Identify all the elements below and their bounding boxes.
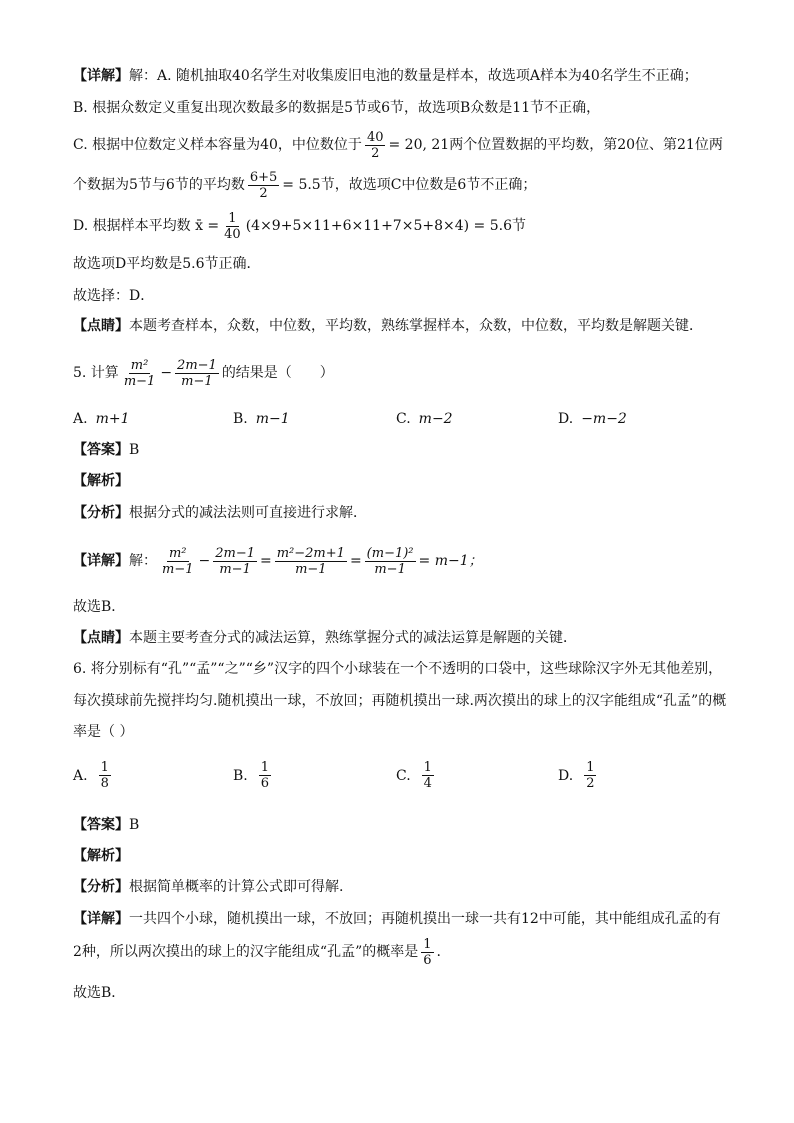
text: 故选项D平均数是5.6节正确． xyxy=(73,256,261,272)
option-label: B. xyxy=(233,767,248,784)
text: 一共四个小球，随机摸出一球，不放回；再随机摸出一球一共有12中可能，其中能组成孔孟的有 xyxy=(129,911,721,927)
answer-value: B xyxy=(129,442,140,458)
fraction xyxy=(421,937,433,968)
text: 的结果是（ ） xyxy=(221,365,334,381)
numerator: 2m−1 xyxy=(177,357,217,373)
text: B. 根据众数定义重复出现次数最多的数据是5节或6节，故选项B众数是11节不正确， xyxy=(73,100,601,116)
q6-answer xyxy=(73,815,139,835)
numerator: 1 xyxy=(423,760,432,775)
option-text: −m−2 xyxy=(581,411,627,427)
numerator: 2m−1 xyxy=(215,545,255,561)
fraction xyxy=(175,358,219,389)
denominator: m−1 xyxy=(219,561,251,577)
operator: − xyxy=(198,553,211,569)
text: 个数据为5节与6节的平均数 xyxy=(73,177,245,193)
denominator: 6 xyxy=(423,952,432,968)
fraction xyxy=(213,546,257,577)
text: D. 根据样本平均数 x̄ = xyxy=(73,218,220,234)
text: . xyxy=(436,944,441,960)
detail-tag: 【详解】 xyxy=(73,68,129,84)
dianjing-tag: 【点睛】 xyxy=(73,318,129,334)
fraction xyxy=(222,211,243,242)
option-label: C. xyxy=(396,767,411,784)
q6-option-b xyxy=(233,760,274,791)
q5-option-b xyxy=(233,409,290,429)
option-text: m−2 xyxy=(418,411,453,427)
q5-option-a xyxy=(73,409,129,429)
numerator: 1 xyxy=(228,210,237,226)
fraction xyxy=(365,546,416,577)
text: 故选择：D． xyxy=(73,288,155,304)
answer-tag: 【答案】 xyxy=(73,817,129,833)
q5-fenxi xyxy=(73,503,367,523)
fraction xyxy=(122,358,158,389)
q5-choose xyxy=(73,597,125,617)
denominator: m−1 xyxy=(181,373,213,389)
fraction xyxy=(365,130,386,161)
denominator: 2 xyxy=(371,145,380,161)
text: 5. 计算 xyxy=(73,365,119,381)
q6-analysis-heading xyxy=(73,846,129,866)
text: = 20, 21两个位置数据的平均数，第20位、第21位两 xyxy=(388,137,723,153)
q5-detail xyxy=(73,541,483,581)
numerator: 40 xyxy=(366,129,384,145)
option-label: D. xyxy=(558,411,574,427)
fraction xyxy=(259,760,271,791)
text: 2种，所以两次摸出的球上的汉字能组成“孔孟”的概率是 xyxy=(73,944,419,960)
text: 故选B． xyxy=(73,599,126,615)
q4-detail-line-5 xyxy=(73,208,526,244)
q6-fenxi xyxy=(73,877,343,897)
answer-tag: 【答案】 xyxy=(73,442,129,458)
numerator: 1 xyxy=(100,760,109,775)
fraction xyxy=(422,760,434,791)
numerator: m²−2m+1 xyxy=(276,545,345,561)
option-label: D. xyxy=(558,767,574,784)
fenxi-tag: 【分析】 xyxy=(73,879,129,895)
text: 每次摸球前先搅拌均匀.随机摸出一球，不放回；再随机摸出一球.两次摸出的球上的汉字能组成“孔孟”的概 xyxy=(73,693,727,709)
numerator: 1 xyxy=(586,760,595,775)
text: 本题主要考查分式的减法运算，熟练掌握分式的减法运算是解题的关键． xyxy=(129,630,577,646)
q5-answer xyxy=(73,440,139,460)
text: (4×9+5×11+6×11+7×5+8×4) = 5.6节 xyxy=(245,218,526,234)
denominator: m−1 xyxy=(295,561,327,577)
text: 故选B． xyxy=(73,985,126,1001)
operator: = xyxy=(349,553,362,569)
text: = m−1； xyxy=(418,553,483,569)
denominator: 8 xyxy=(100,776,109,791)
q6-option-d xyxy=(558,760,599,791)
text: 率是（ ） xyxy=(73,724,134,740)
text: 根据分式的减法法则可直接进行求解． xyxy=(129,505,367,521)
text: C. 根据中位数定义样本容量为40，中位数位于 xyxy=(73,137,362,153)
q4-detail-line-6 xyxy=(73,254,261,274)
q6-detail-line-1 xyxy=(73,909,721,929)
option-label: A. xyxy=(73,767,88,784)
detail-tag: 【详解】 xyxy=(73,911,129,927)
fraction xyxy=(160,546,196,577)
denominator: 2 xyxy=(586,776,595,791)
denominator: m−1 xyxy=(374,561,406,577)
operator: − xyxy=(160,365,173,381)
q6-stem-line-1 xyxy=(73,659,722,679)
numerator: 1 xyxy=(423,936,432,952)
q6-option-c xyxy=(396,760,437,791)
q5-dianjing xyxy=(73,628,577,648)
q4-detail-line-3 xyxy=(73,127,723,163)
q5-option-d xyxy=(558,409,627,429)
numerator: 1 xyxy=(260,760,270,775)
q5-option-c xyxy=(396,409,453,429)
q5-analysis-heading xyxy=(73,471,129,491)
q4-detail-line-1 xyxy=(73,66,698,86)
numerator: m² xyxy=(168,545,187,561)
q4-detail-line-7 xyxy=(73,286,154,306)
text: 本题考查样本，众数，中位数，平均数，熟练掌握样本，众数，中位数，平均数是解题关键． xyxy=(129,318,703,334)
fraction xyxy=(248,170,279,201)
q4-dianjing-line xyxy=(73,316,703,336)
q6-option-a xyxy=(73,760,114,791)
q4-detail-line-2 xyxy=(73,98,600,118)
option-text: m−1 xyxy=(255,411,290,427)
option-text: m+1 xyxy=(95,411,130,427)
option-label: A. xyxy=(73,411,88,427)
fenxi-tag: 【分析】 xyxy=(73,505,129,521)
text: 6. 将分别标有“孔”“孟”“之”“乡”汉字的四个小球装在一个不透明的口袋中，这些球除汉字外无其他差别， xyxy=(73,661,723,677)
q6-stem-line-2 xyxy=(73,691,726,711)
denominator: 40 xyxy=(224,226,241,242)
operator: = xyxy=(260,553,272,569)
option-label: C. xyxy=(396,411,411,427)
fraction xyxy=(99,760,111,791)
q6-detail-line-2 xyxy=(73,934,441,970)
numerator: m² xyxy=(130,357,149,373)
denominator: 4 xyxy=(423,776,432,791)
text: 解：A. 随机抽取40名学生对收集废旧电池的数量是样本，故选项A样本为40名学生不正确； xyxy=(129,68,698,84)
denominator: m−1 xyxy=(123,373,156,389)
q4-detail-line-4 xyxy=(73,167,536,203)
fraction xyxy=(275,546,347,577)
q6-stem-line-3 xyxy=(73,722,133,742)
denominator: 6 xyxy=(260,776,270,791)
text: 解： xyxy=(129,553,157,569)
dianjing-tag: 【点睛】 xyxy=(73,630,129,646)
text: = 5.5节，故选项C中位数是6节不正确； xyxy=(282,177,537,193)
denominator: m−1 xyxy=(162,561,194,577)
detail-tag: 【详解】 xyxy=(73,553,129,569)
numerator: 6+5 xyxy=(249,169,278,185)
q6-choose xyxy=(73,983,125,1003)
option-label: B. xyxy=(233,411,248,427)
fraction xyxy=(584,760,596,791)
analysis-tag: 【解析】 xyxy=(73,848,129,864)
answer-value: B xyxy=(129,817,140,833)
numerator: (m−1)² xyxy=(366,545,414,561)
analysis-tag: 【解析】 xyxy=(73,473,129,489)
text: 根据简单概率的计算公式即可得解. xyxy=(129,879,344,895)
q5-stem xyxy=(73,355,334,391)
denominator: 2 xyxy=(259,185,268,201)
